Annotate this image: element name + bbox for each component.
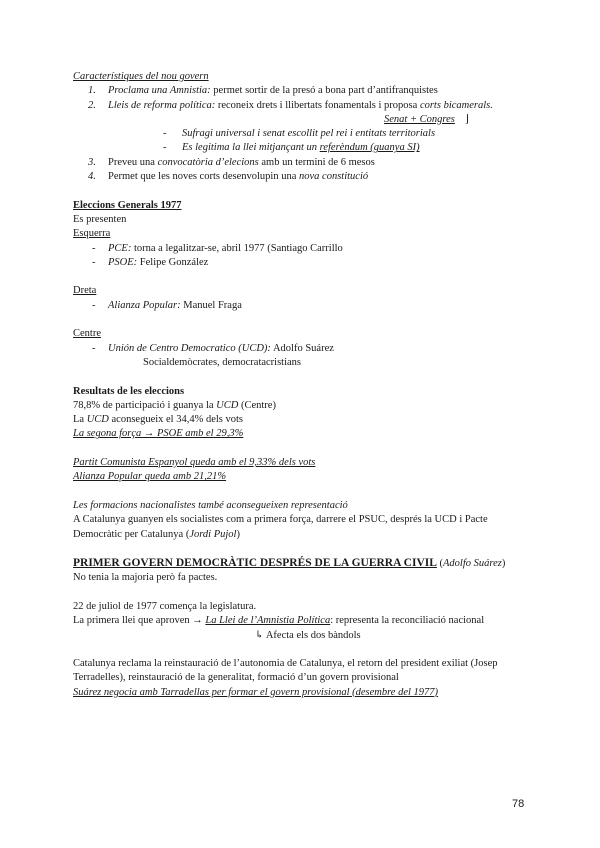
paragraph-line: No tenia la majoria però fa pactes. [73, 572, 218, 584]
paragraph-line: ↳ Afecta els dos bàndols [255, 629, 361, 641]
result-line: A Catalunya guanyen els socialistes com a primera força, darrere el PSUC, després la UCD i Pacte [73, 514, 488, 526]
paragraph-line: 22 de juliol de 1977 comença la legislatura. [73, 600, 257, 612]
result-line: Partit Comunista Espanyol queda amb el 9,33% dels vots [73, 457, 316, 469]
paragraph-text: : representa la reconciliació nacional [330, 615, 485, 627]
result-text: Democràtic per Catalunya ( [73, 528, 190, 540]
paragraph-line [73, 614, 543, 628]
section-title-first-government: PRIMER GOVERN DEMOCRÀTIC DESPRÉS DE LA GUERRA CIVIL (Adolfo Suárez) [73, 557, 506, 570]
party-item: - PSOE: Felipe González [92, 256, 209, 268]
item-text-rest: amb un termini de 6 mesos [258, 156, 375, 168]
item-text: Permet que les noves corts desenvolupin una [108, 171, 299, 183]
section-title-elections: Eleccions Generals 1977 [73, 199, 182, 211]
result-text: ) [236, 528, 240, 540]
item-number: 4. [88, 171, 96, 183]
group-label-dreta: Dreta [73, 285, 97, 297]
party-name: PSOE: [108, 256, 138, 268]
party-name: PCE: [108, 242, 132, 254]
result-text: (Centre) [238, 399, 276, 411]
result-line: Alianza Popular queda amb 21,21% [73, 471, 227, 483]
group-label-centre: Centre [73, 328, 101, 340]
party-detail: Manuel Fraga [180, 299, 242, 311]
document-page [73, 70, 543, 700]
result-line [73, 413, 543, 427]
item-text: permet sortir de la presó a bona part d’antifranquistes [210, 85, 438, 97]
result-text: aconsegueix el 34,4% dels vots [108, 414, 244, 426]
item-text: reconeix drets i llibertats fonamentals i proposa [215, 99, 420, 111]
elections-intro: Es presenten [73, 213, 127, 225]
result-line: Les formacions nacionalistes també aconsegueixen representació [73, 499, 348, 511]
party-detail: torna a legalitzar-se, abril 1977 (Santiago Carrillo [131, 242, 343, 254]
party-name: Alianza Popular: [108, 299, 181, 311]
paragraph-line: Catalunya reclama la reinstauració de l’autonomia de Catalunya, el retorn del president exiliat (Josep [73, 658, 498, 670]
item-lead: Lleis de reforma política: [108, 99, 216, 111]
result-party: UCD [86, 414, 109, 426]
section-title-results: Resultats de les eleccions [73, 385, 185, 397]
group-label-esquerra: Esquerra [73, 228, 111, 240]
section-title-person: Adolfo Suárez [443, 558, 502, 570]
party-item: - PCE: torna a legalitzar-se, abril 1977 (Santiago Carrillo [92, 242, 343, 254]
item-number: 2. [88, 99, 96, 111]
corner-bracket-icon: ⌋ [464, 113, 469, 125]
result-person: Jordi Pujol [189, 528, 237, 540]
list-item [73, 156, 543, 170]
sub-item-text: Sufragi universal i senat escollit pel rei i entitats territorials [182, 128, 436, 140]
result-text: La [73, 414, 87, 426]
sub-list-item: - Sufragi universal i senat escollit pel rei i entitats territorials [163, 128, 436, 140]
paragraph-line: Suárez negocia amb Tarradellas per formar el govern provisional (desembre del 1977) [73, 686, 439, 698]
section-title-text: PRIMER GOVERN DEMOCRÀTIC DESPRÉS DE LA GUERRA CIVIL [73, 557, 437, 570]
senat-congres-note [73, 113, 543, 127]
result-party: UCD [216, 399, 239, 411]
item-lead: Proclama una Amnistia: [108, 85, 211, 97]
list-item [73, 99, 543, 113]
item-number: 1. [88, 85, 96, 97]
result-line: La segona força → PSOE amb el 29,3% [73, 428, 244, 440]
senat-congres-label: Senat + Congres [384, 113, 455, 125]
item-number: 3. [88, 156, 96, 168]
result-line [73, 528, 543, 542]
sub-list-item: - Es legitima la llei mitjançant un referèndum (guanya SI) [163, 142, 420, 154]
item-text: Preveu una [108, 156, 158, 168]
page-number: 78 [512, 798, 525, 810]
item-italic: convocatòria d’elecions [157, 156, 259, 168]
result-line [73, 399, 543, 413]
list-item [73, 84, 543, 98]
party-item: - Unión de Centro Democratico (UCD): Adolfo Suárez [92, 342, 334, 354]
sub-item-text: Es legitima la llei mitjançant un [182, 142, 320, 154]
result-text: 78,8% de participació i guanya la [73, 399, 217, 411]
law-name: La Llei de l’Amnistia Política [205, 615, 331, 627]
section-title-characteristics: Característiques del nou govern [73, 71, 209, 82]
party-detail: Adolfo Suárez [270, 342, 334, 354]
sub-item-underlined: referèndum (guanya SI) [319, 142, 420, 154]
list-item [73, 170, 543, 184]
paragraph-line: Terradelles), reinstauració de la generalitat, formació d’un govern provisional [73, 672, 399, 684]
party-name: Unión de Centro Democratico (UCD): [108, 342, 271, 354]
party-item: - Alianza Popular: Manuel Fraga [92, 299, 242, 311]
party-detail: Felipe González [137, 256, 209, 268]
paragraph-text: La primera llei que aproven → [73, 615, 206, 627]
item-italic: nova constitució [299, 171, 369, 183]
centre-note: Socialdemòcrates, democratacristians [143, 356, 302, 368]
item-tail: corts bicamerals. [419, 99, 493, 111]
